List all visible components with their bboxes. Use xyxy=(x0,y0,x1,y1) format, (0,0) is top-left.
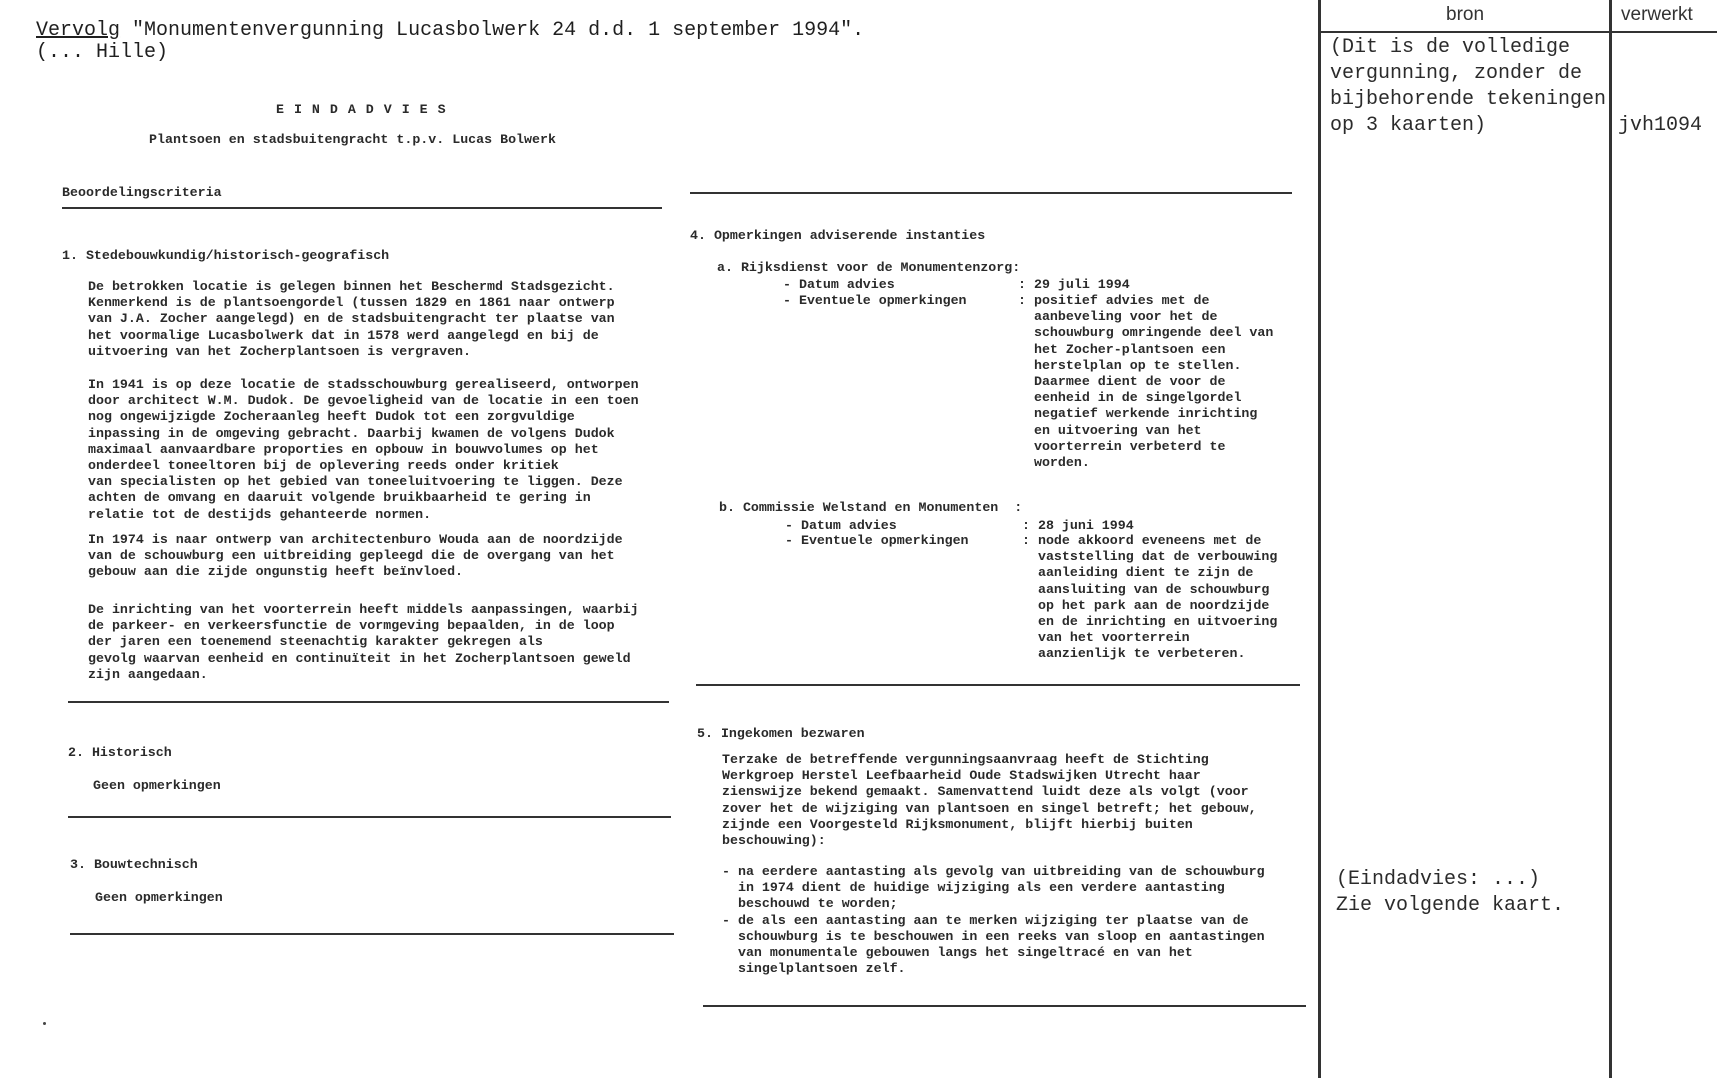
text-line: door architect W.M. Dudok. De gevoeligheid van de locatie in een toen xyxy=(88,393,639,409)
section4a-remarks-label: - Eventuele opmerkingen xyxy=(783,293,967,308)
text-line: gevolg waarvan eenheid en continuïteit in het Zocherplantsoen geweld xyxy=(88,650,631,666)
section5-paragraph xyxy=(722,752,1257,849)
text-line: De inrichting van het voorterrein heeft middels aanpassingen, waarbij xyxy=(88,602,639,617)
text-line: - na eerdere aantasting als gevolg van uitbreiding van de schouwburg xyxy=(722,864,1265,879)
section1-paragraph-2 xyxy=(88,377,639,523)
text-line: nog ongewijzigde Zocheraanleg heeft Dudok tot een zorgvuldige xyxy=(88,409,575,425)
text-line: achten de omvang en daaruit volgende bruikbaarheid te gering in xyxy=(88,490,591,506)
section5-heading: 5. Ingekomen bezwaren xyxy=(697,726,865,741)
text-line: aansluiting van de schouwburg xyxy=(1022,581,1270,597)
text-line: Zie volgende kaart. xyxy=(1336,894,1565,917)
text-line: Werkgroep Herstel Leefbaarheid Oude Stadswijken Utrecht haar xyxy=(722,768,1201,784)
column-header-verwerkt: verwerkt xyxy=(1621,4,1693,25)
title-prefix: Vervolg xyxy=(36,19,121,42)
text-line: aanbeveling voor het de xyxy=(1018,309,1218,325)
advice-subject: Plantsoen en stadsbuitengracht t.p.v. Lucas Bolwerk xyxy=(149,132,556,147)
text-line: Kenmerkend is de plantsoengordel (tussen 1829 en 1861 naar ontwerp xyxy=(88,295,615,311)
text-line: inpassing in de omgeving gebracht. Daarbij kwamen de volgens Dudok xyxy=(88,425,615,441)
section4b-date: : 28 juni 1994 xyxy=(1022,518,1134,533)
document-title xyxy=(36,20,864,42)
divider xyxy=(62,207,662,209)
text-line: der jaren een toenemend steenachtig karakter gekregen als xyxy=(88,634,543,650)
section3-text: Geen opmerkingen xyxy=(95,890,223,905)
text-line: zijn aangedaan. xyxy=(88,666,208,682)
text-line: negatief werkende inrichting xyxy=(1018,406,1258,422)
section4-heading: 4. Opmerkingen adviserende instanties xyxy=(690,228,986,243)
text-line: In 1974 is naar ontwerp van architectenburo Wouda aan de noordzijde xyxy=(88,532,623,547)
text-line: schouwburg omringende deel van xyxy=(1018,325,1274,341)
text-line: onderdeel toneeltoren bij de oplevering reeds onder kritiek xyxy=(88,458,559,474)
text-line: in 1974 dient de huidige wijziging als een verdere aantasting xyxy=(722,880,1225,896)
divider xyxy=(696,684,1300,686)
text-line: van monumentale gebouwen langs het singeltracé en van het xyxy=(722,945,1193,961)
text-line: In 1941 is op deze locatie de stadsschouwburg gerealiseerd, ontworpen xyxy=(88,377,639,392)
text-line: : node akkoord eveneens met de xyxy=(1022,533,1262,548)
text-line: op 3 kaarten) xyxy=(1330,114,1487,137)
section1-paragraph-4 xyxy=(88,602,639,683)
divider xyxy=(70,933,674,935)
text-line: schouwburg is te beschouwen in een reeks van sloop en aantastingen xyxy=(722,928,1265,944)
divider xyxy=(68,816,671,818)
column-border xyxy=(1609,0,1612,1078)
section4b-date-label: - Datum advies xyxy=(785,518,897,533)
text-line: : positief advies met de xyxy=(1018,293,1210,308)
text-line: van specialisten op het gebied van toneeluitvoering te liggen. Deze xyxy=(88,474,623,490)
text-line: maximaal aanvaardbare proporties en opbouw in bouwvolumes op het xyxy=(88,441,599,457)
text-line: De betrokken locatie is gelegen binnen het Beschermd Stadsgezicht. xyxy=(88,279,615,294)
text-line: de parkeer- en verkeersfunctie de vormgeving bepaalden, in de loop xyxy=(88,618,615,634)
criteria-heading: Beoordelingscriteria xyxy=(62,185,222,200)
title-text: "Monumentenvergunning Lucasbolwerk 24 d.d. 1 september 1994". xyxy=(120,19,865,42)
text-line: relatie tot de destijds gehanteerde normen. xyxy=(88,506,432,522)
text-line: zienswijze bekend gemaakt. Samenvattend luidt deze als volgt (voor xyxy=(722,784,1249,800)
end-note xyxy=(1336,867,1564,919)
text-line: gebouw aan die zijde ongunstig heeft beïnvloed. xyxy=(88,564,464,580)
section4b-remarks-label: - Eventuele opmerkingen xyxy=(785,533,969,548)
section4b-remarks xyxy=(1022,533,1277,663)
text-line: Daarmee dient de voor de xyxy=(1018,374,1226,390)
text-line: (Eindadvies: ...) xyxy=(1336,868,1541,891)
section2-text: Geen opmerkingen xyxy=(93,778,221,793)
speck-mark xyxy=(43,1022,46,1025)
text-line: vaststelling dat de verbouwing xyxy=(1022,549,1278,565)
section4a-label: a. Rijksdienst voor de Monumentenzorg: xyxy=(717,260,1021,275)
text-line: herstelplan op te stellen. xyxy=(1018,357,1242,373)
column-border xyxy=(1318,0,1321,1078)
text-line: aanleiding dient te zijn de xyxy=(1022,565,1254,581)
text-line: aanzienlijk te verbeteren. xyxy=(1022,646,1246,662)
author-line: (... Hille) xyxy=(36,41,169,64)
text-line: - de als een aantasting aan te merken wijziging ter plaatse van de xyxy=(722,912,1249,928)
text-line: singelplantsoen zelf. xyxy=(722,961,906,977)
section3-heading: 3. Bouwtechnisch xyxy=(70,857,198,872)
text-line: voorterrein verbeterd te xyxy=(1018,438,1226,454)
text-line: vergunning, zonder de xyxy=(1330,62,1583,85)
text-line: uitvoering van het Zocherplantsoen is vergraven. xyxy=(88,343,472,359)
divider xyxy=(68,701,669,703)
text-line: van de schouwburg een uitbreiding gepleegd die de overgang van het xyxy=(88,548,615,564)
section4a-remarks xyxy=(1018,293,1273,471)
text-line: eenheid in de singelgordel xyxy=(1018,390,1242,406)
text-line: Terzake de betreffende vergunningsaanvraag heeft de Stichting xyxy=(722,752,1209,767)
text-line: het voormalige Lucasbolwerk dat in 1578 werd aangelegd en bij de xyxy=(88,327,599,343)
section5-objections xyxy=(722,864,1265,977)
text-line: en de inrichting en uitvoering xyxy=(1022,614,1278,630)
section4a-date-label: - Datum advies xyxy=(783,277,895,292)
text-line: van J.A. Zocher aangelegd) en de stadsbuitengracht ter plaatse van xyxy=(88,311,615,327)
section2-heading: 2. Historisch xyxy=(68,745,172,760)
text-line: van het voorterrein xyxy=(1022,630,1190,646)
processed-code: jvh1094 xyxy=(1618,114,1703,137)
text-line: en uitvoering van het xyxy=(1018,422,1202,438)
source-note xyxy=(1330,35,1606,139)
section4b-label: b. Commissie Welstand en Monumenten : xyxy=(719,500,1023,515)
section1-paragraph-1 xyxy=(88,279,615,360)
advice-heading: E I N D A D V I E S xyxy=(276,102,447,117)
text-line: op het park aan de noordzijde xyxy=(1022,597,1270,613)
section1-heading: 1. Stedebouwkundig/historisch-geografisch xyxy=(62,248,390,263)
text-line: zijnde een Voorgesteld Rijksmonument, blijft hierbij buiten xyxy=(722,816,1193,832)
header-divider xyxy=(1318,31,1717,33)
text-line: beschouwd te worden; xyxy=(722,896,898,912)
text-line: bijbehorende tekeningen xyxy=(1330,88,1607,111)
section4a-date: : 29 juli 1994 xyxy=(1018,277,1130,292)
column-header-bron: bron xyxy=(1446,4,1485,25)
text-line: beschouwing): xyxy=(722,833,826,849)
divider xyxy=(690,192,1292,194)
text-line: zover het de wijziging van plantsoen en singel betreft; het gebouw, xyxy=(722,800,1257,816)
text-line: (Dit is de volledige xyxy=(1330,36,1571,59)
text-line: worden. xyxy=(1018,455,1090,471)
text-line: het Zocher-plantsoen een xyxy=(1018,341,1226,357)
divider xyxy=(703,1005,1306,1007)
section1-paragraph-3 xyxy=(88,532,623,581)
